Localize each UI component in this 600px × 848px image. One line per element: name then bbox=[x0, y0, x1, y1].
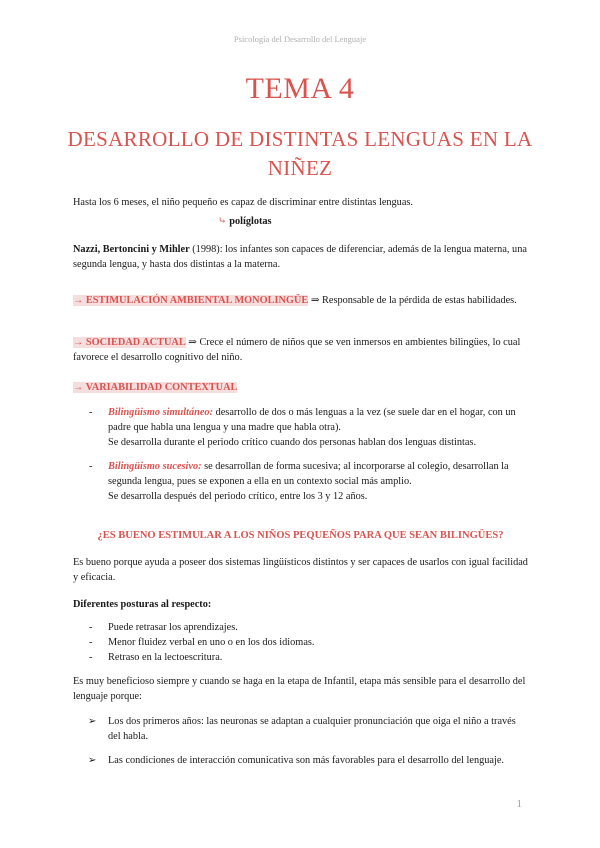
nazzi-paragraph bbox=[73, 242, 528, 272]
poliglotas-line bbox=[73, 214, 528, 229]
razon-text: Los dos primeros años: las neuronas se adaptan a cualquier pronunciación que oiga el niño a través del habla. bbox=[108, 716, 516, 742]
running-header: Psicología del Desarrollo del Lenguaje bbox=[233, 34, 367, 44]
page-subtitle: DESARROLLO DE DISTINTAS LENGUAS EN LA NIÑEZ bbox=[67, 127, 533, 180]
list-marker: - bbox=[89, 637, 93, 648]
page-title: TEMA 4 bbox=[245, 72, 355, 105]
list-marker: - bbox=[89, 622, 93, 633]
variabilidad-label: → VARIABILIDAD CONTEXTUAL bbox=[73, 382, 238, 393]
list-item bbox=[73, 714, 528, 744]
bilinguismo-extra: Se desarrolla después del periodo crítico, entre los 3 y 12 años. bbox=[108, 491, 368, 502]
estimulacion-label: → ESTIMULACIÓN AMBIENTAL MONOLINGÜE bbox=[73, 295, 309, 306]
answer-text: Es bueno porque ayuda a poseer dos sistemas lingüísticos distintos y ser capaces de usarlos con igual facilidad y eficacia. bbox=[73, 557, 528, 583]
posturas-section bbox=[73, 597, 528, 665]
answer-paragraph bbox=[73, 555, 528, 585]
posturas-title: Diferentes posturas al respecto: bbox=[73, 599, 212, 610]
beneficioso-text: Es muy beneficioso siempre y cuando se haga en la etapa de Infantil, etapa más sensible para el desarrollo del lenguaje porque: bbox=[73, 676, 526, 702]
list-marker: - bbox=[89, 407, 93, 418]
list-item bbox=[73, 405, 528, 450]
poliglotas-term: políglotas bbox=[229, 216, 272, 227]
bilinguismo-term: Bilingüismo sucesivo: bbox=[108, 461, 202, 472]
intro-block bbox=[73, 195, 528, 229]
estimulacion-text: ⇒ Responsable de la pérdida de estas habilidades. bbox=[308, 295, 517, 306]
nazzi-authors: Nazzi, Bertoncini y Mihler bbox=[73, 244, 190, 255]
list-item bbox=[73, 459, 528, 504]
arrowhead-bullet-icon: ➢ bbox=[88, 716, 97, 727]
intro-paragraph: Hasta los 6 meses, el niño pequeño es capaz de discriminar entre distintas lenguas. bbox=[73, 197, 413, 208]
list-marker: - bbox=[89, 461, 93, 472]
sociedad-text: ⇒ Crece el número de niños que se ven inmersos en ambientes bilingües, lo cual favorece el desarrollo cognitivo del niño. bbox=[73, 337, 521, 363]
variabilidad-section bbox=[73, 380, 528, 504]
sociedad-label: → SOCIEDAD ACTUAL bbox=[73, 337, 186, 348]
bilinguismo-text: desarrollo de dos o más lenguas a la vez (se suele dar en el hogar, con un padre que habla una lengua y una madre que habla otra). bbox=[108, 407, 516, 433]
curved-arrow-icon: ⤷ bbox=[218, 216, 227, 227]
razon-text: Las condiciones de interacción comunicativa son más favorables para el desarrollo del lenguaje. bbox=[108, 755, 504, 766]
bilinguismo-extra: Se desarrolla durante el periodo crítico cuando dos personas hablan dos lenguas distintas. bbox=[108, 437, 477, 448]
arrowhead-bullet-icon: ➢ bbox=[88, 755, 97, 766]
page-number: 1 bbox=[516, 798, 522, 810]
bilinguismo-term: Bilingüismo simultáneo: bbox=[108, 407, 214, 418]
beneficioso-section bbox=[73, 674, 528, 768]
postura-text: Retraso en la lectoescritura. bbox=[108, 652, 223, 663]
nazzi-text: (1998): los infantes son capaces de diferenciar, además de la lengua materna, una segunda lengua, y hasta dos distintas a la materna. bbox=[73, 244, 527, 270]
postura-text: Puede retrasar los aprendizajes. bbox=[108, 622, 238, 633]
list-marker: - bbox=[89, 652, 93, 663]
estimulacion-paragraph bbox=[73, 293, 528, 308]
sociedad-paragraph bbox=[73, 335, 528, 365]
bilinguismo-text: se desarrollan de forma sucesiva; al incorporarse al colegio, desarrollan la segunda lengua, pues se exponen a ella en un contexto social más amplio. bbox=[108, 461, 509, 487]
postura-text: Menor fluidez verbal en uno o en los dos idiomas. bbox=[108, 637, 315, 648]
list-item bbox=[73, 620, 528, 635]
posturas-list bbox=[73, 620, 528, 665]
razones-list bbox=[73, 714, 528, 768]
list-item bbox=[73, 635, 528, 650]
list-item bbox=[73, 650, 528, 665]
question-heading: ¿ES BUENO ESTIMULAR A LOS NIÑOS PEQUEÑOS PARA QUE SEAN BILINGÜES? bbox=[97, 530, 504, 541]
question-heading-block bbox=[73, 528, 528, 543]
list-item bbox=[73, 753, 528, 768]
bilinguismo-list bbox=[73, 405, 528, 504]
